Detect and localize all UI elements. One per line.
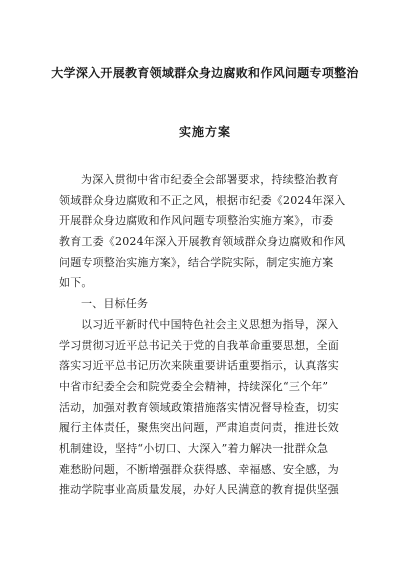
paragraph-line: 教育工委《2024年深入开展教育领域群众身边腐败和作风 (59, 235, 346, 249)
document-body (59, 170, 353, 501)
paragraph-line: 如下。 (59, 276, 93, 290)
paragraph-line: 为深入贯彻中省市纪委全会部署要求，持续整治教育 (81, 173, 339, 186)
section-heading: 一、目标任务 (81, 297, 149, 311)
paragraph-line: 以习近平新时代中国特色社会主义思想为指导，深入 (81, 317, 339, 331)
paragraph-line: 落实习近平总书记历次来陕重要讲话重要指示，认真落实 (59, 359, 339, 373)
paragraph-line: 开展群众身边腐败和作风问题专项整治实施方案》，市委 (59, 214, 334, 228)
paragraph-intro (59, 170, 353, 294)
paragraph-line: 机制建设，坚持“小切口、大深入”着力解决一批群众急 (59, 441, 329, 455)
paragraph-line: 难愁盼问题，不断增强群众获得感、幸福感、安全感，为 (59, 462, 339, 476)
paragraph-line: 推动学院事业高质量发展，办好人民满意的教育提供坚强 (59, 483, 339, 497)
document-title: 大学深入开展教育领域群众身边腐败和作风问题专项整治 (51, 66, 359, 80)
paragraph-line: 履行主体责任，聚焦突出问题，严肃追责问责，推进长效 (59, 421, 339, 435)
paragraph-goals (59, 315, 353, 501)
paragraph-line: 活动，加强对教育领域政策措施落实情况督导检查，切实 (59, 400, 339, 414)
paragraph-line: 学习贯彻习近平总书记关于党的自我革命重要思想，全面 (59, 338, 339, 352)
paragraph-line: 中省市纪委全会和院党委全会精神，持续深化“三个年” (59, 379, 329, 393)
paragraph-line: 领域群众身边腐败和不正之风，根据市纪委《2024年深入 (59, 193, 346, 207)
document-subtitle: 实施方案 (178, 125, 231, 139)
paragraph-line: 问题专项整治实施方案》，结合学院实际，制定实施方案 (59, 255, 334, 269)
